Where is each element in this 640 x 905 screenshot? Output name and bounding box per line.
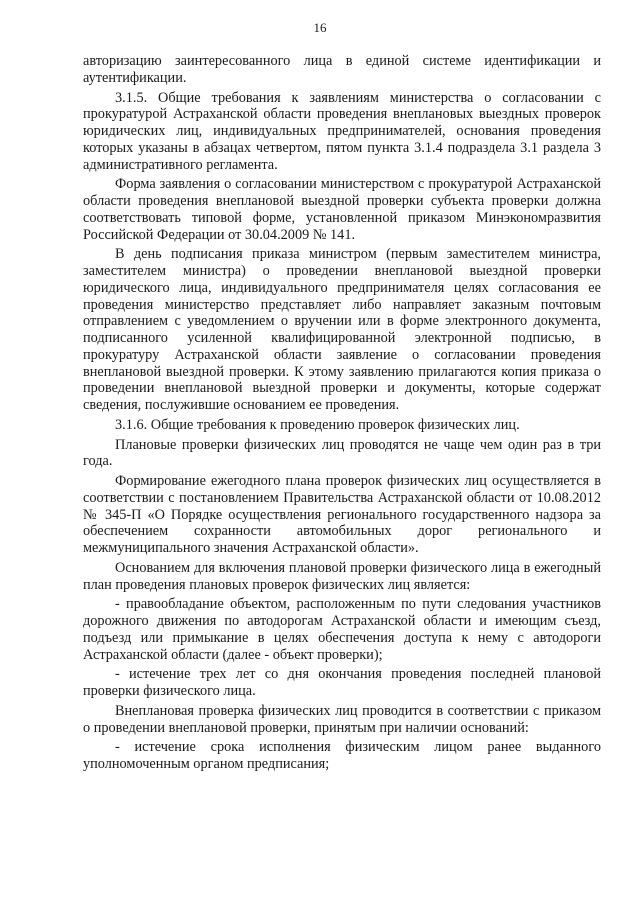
page-number: 16 <box>313 20 327 35</box>
document-body <box>83 53 601 776</box>
paragraph: Форма заявления о согласовании министерством с прокуратурой Астраханской области проведения внеплановой выездной проверки субъекта проверки должна соответствовать типовой форме, установленной приказом Минэкономразвития Российской Федерации от 30.04.2009 № 141. <box>83 176 601 243</box>
paragraph: Внеплановая проверка физических лиц проводится в соответствии с приказом о проведении внеплановой проверки, принятым при наличии оснований: <box>83 702 601 736</box>
paragraph: В день подписания приказа министром (первым заместителем министра, заместителем министра) о проведении внеплановой выездной проверки юридического лица, индивидуального предпринимателя целях согласования ее проведения министерство представляет либо направляет заказным почтовым отправлением с уведомлением о вручении или в форме электронного документа, подписанного усиленной квалифицированной электронной подписью, в прокуратуру Астраханской области заявление о согласовании проведения внеплановой выездной проверки. К этому заявлению прилагаются копия приказа о проведении внеплановой выездной проверки и документы, которые содержат сведения, послужившие основанием ее проведения. <box>83 246 601 413</box>
list-item: - правообладание объектом, расположенным по пути следования участников дорожного движения по автодорогам Астраханской области и имеющим съезд, подъезд или примыкание в целях обеспечения доступа к нему с автодороги Астраханской области (далее - объект проверки); <box>83 596 601 663</box>
paragraph: Формирование ежегодного плана проверок физических лиц осуществляется в соответствии с постановлением Правительства Астраханской области от 10.08.2012 № 345-П «О Порядке осуществления регионального государственного надзора за обеспечением сохранности автомобильных дорог регионального и межмуниципального значения Астраханской области». <box>83 473 601 556</box>
list-item: - истечение трех лет со дня окончания проведения последней плановой проверки физического лица. <box>83 666 601 699</box>
paragraph: Основанием для включения плановой проверки физического лица в ежегодный план проведения плановых проверок физических лиц является: <box>83 559 601 593</box>
paragraph: 3.1.5. Общие требования к заявлениям министерства о согласовании с прокуратурой Астраханской области проведения внеплановых выездных проверок юридических лиц, индивидуальных предпринимателей, основания проведения которых указаны в абзацах четвертом, пятом пункта 3.1.4 подраздела 3.1 раздела 3 административного регламента. <box>83 89 601 173</box>
list-item: - истечение срока исполнения физическим лицом ранее выданного уполномоченным органом предписания; <box>83 739 601 772</box>
paragraph: 3.1.6. Общие требования к проведению проверок физических лиц. <box>115 416 520 433</box>
paragraph: авторизацию заинтересованного лица в единой системе идентификации и аутентификации. <box>83 53 601 86</box>
paragraph: Плановые проверки физических лиц проводятся не чаще чем один раз в три года. <box>83 436 601 470</box>
